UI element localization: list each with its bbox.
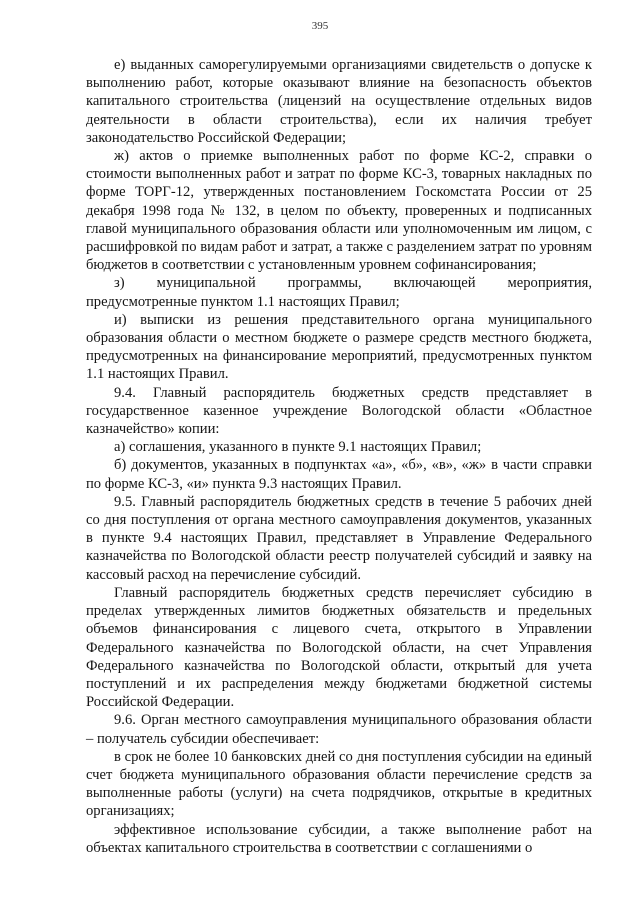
paragraph-effective-use: эффективное использование субсидии, а также выполнение работ на объектах капитального строительства в соответствии с соглашениями о bbox=[86, 821, 592, 856]
paragraph-item-z: з) муниципальной программы, включающей мероприятия, предусмотренные пунктом 1.1 настоящих Правил; bbox=[86, 275, 592, 310]
paragraph-item-i: и) выписки из решения представительного органа муниципального образования области о местном бюджете о размере средств местного бюджета, предусмотренных на финансирование мероприятий, предусмотренных пунктом 1.1 настоящих Правил. bbox=[86, 311, 592, 383]
document-body bbox=[86, 56, 592, 857]
paragraph-payment-deadline: в срок не более 10 банковских дней со дня поступления субсидии на единый счет бюджета муниципального образования области перечисление средств за выполненные работы (услуги) на счета подрядчиков, открытые в кредитных организациях; bbox=[86, 748, 592, 820]
paragraph-section-9-6: 9.6. Орган местного самоуправления муниципального образования области – получатель субсидии обеспечивает: bbox=[86, 712, 592, 747]
paragraph-section-9-5: 9.5. Главный распорядитель бюджетных средств в течение 5 рабочих дней со дня поступления от органа местного самоуправления документов, указанных в пункте 9.4 настоящих Правил, представляет в Управление Федерального казначейства по Вологодской области реестр получателей субсидий и заявку на кассовый расход на перечисление субсидий. bbox=[86, 493, 592, 583]
paragraph-section-9-4: 9.4. Главный распорядитель бюджетных средств представляет в государственное казенное учреждение Вологодской области «Областное казначейство» копии: bbox=[86, 384, 592, 438]
paragraph-item-e: е) выданных саморегулируемыми организациями свидетельств о допуске к выполнению работ, которые оказывают влияние на безопасность объектов капитального строительства (лицензий на осуществление отдельных видов деятельности в области строительства), если их наличия требует законодательство Российской Федерации; bbox=[86, 57, 592, 146]
paragraph-item-b: б) документов, указанных в подпунктах «а», «б», «в», «ж» в части справки по форме КС-3, «и» пункта 9.3 настоящих Правил. bbox=[86, 457, 592, 492]
paragraph-item-zh: ж) актов о приемке выполненных работ по форме КС-2, справки о стоимости выполненных работ и затрат по форме КС-3, товарных накладных по форме ТОРГ-12, утвержденных постановлением Госкомстата России от 25 декабря 1998 года № 132, в целом по объекту, проверенных и подписанных главой муниципального образования области или уполномоченным им лицом, с расшифровкой по видам работ и затрат, а также с разделением затрат по уровням бюджетов в соответствии с установленным уровнем софинансирования; bbox=[86, 148, 592, 274]
paragraph-subsidy-transfer: Главный распорядитель бюджетных средств перечисляет субсидию в пределах утвержденных лимитов бюджетных обязательств и предельных объемов финансирования с лицевого счета, открытого в Управлении Федерального казначейства по Вологодской области, на счет Управления Федерального казначейства по Вологодской области, открытый для учета поступлений и их распределения между бюджетами бюджетной системы Российской Федерации. bbox=[86, 584, 592, 711]
paragraph-item-a: а) соглашения, указанного в пункте 9.1 настоящих Правил; bbox=[114, 439, 482, 456]
page-number: 395 bbox=[311, 20, 329, 32]
